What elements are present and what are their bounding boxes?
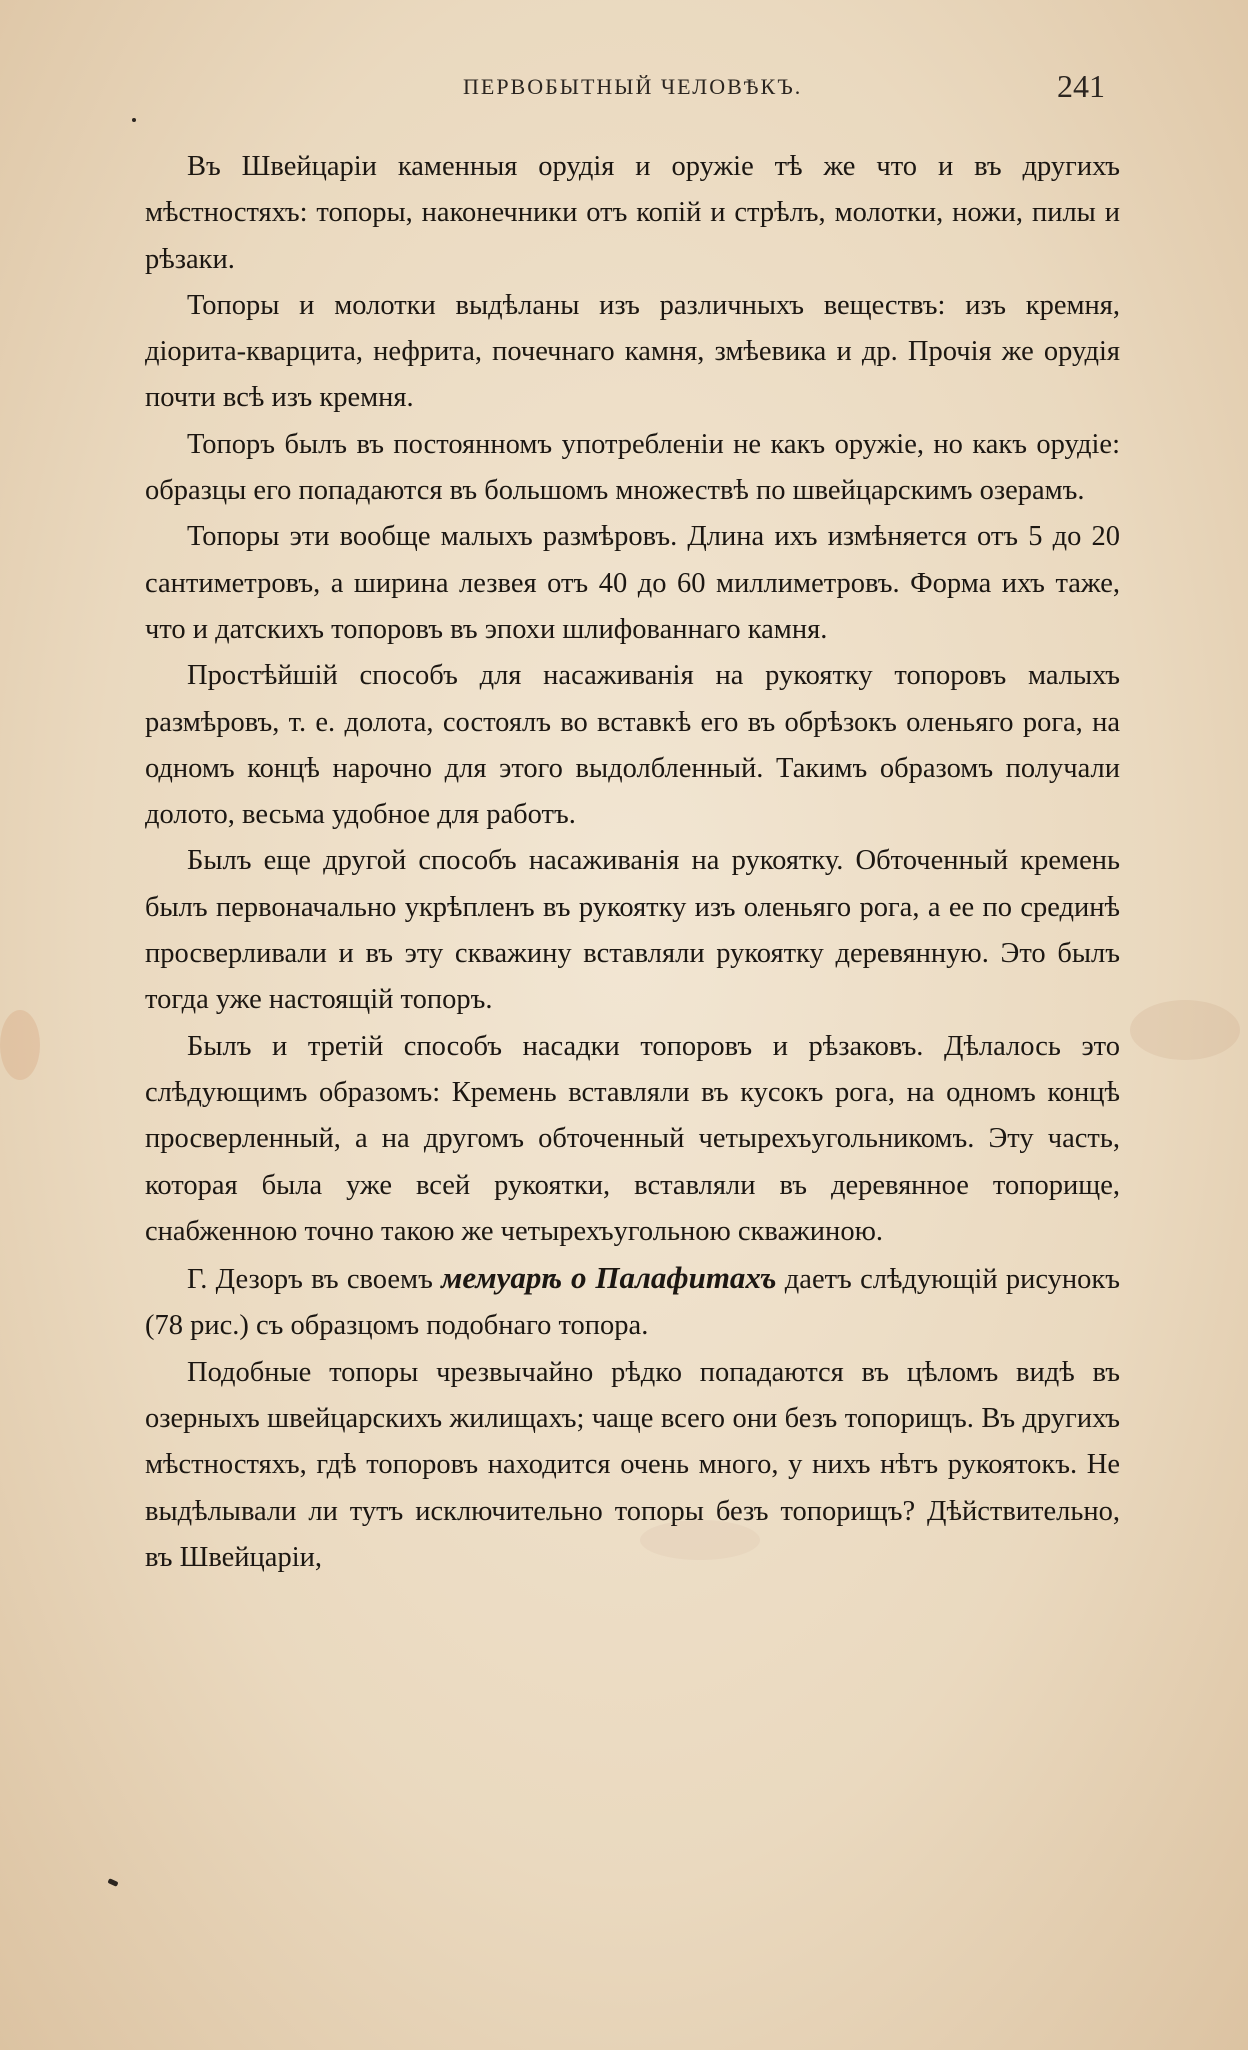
paragraph: Въ Швейцаріи каменныя орудія и оружіе тѣ же что и въ другихъ мѣстностяхъ: топоры, наконечники отъ копій и стрѣлъ, молотки, ножи, пилы и рѣзаки. bbox=[145, 151, 1120, 275]
paragraph: Топоръ былъ въ постоянномъ употребленіи не какъ оружіе, но какъ орудіе: образцы его попадаются въ большомъ множествѣ по швейцарскимъ озерамъ. bbox=[145, 428, 1120, 507]
paper-stain bbox=[1130, 1000, 1240, 1060]
memoir-title: мемуарѣ о Палафитахъ bbox=[441, 1260, 777, 1296]
ink-speck bbox=[107, 1878, 118, 1887]
paragraph: Былъ и третій способъ насадки топоровъ и рѣзаковъ. Дѣлалось это слѣдующимъ образомъ: Кремень вставляли въ кусокъ рога, на одномъ концѣ просверленный, а на другомъ обточенный четырехъугольникомъ. Эту часть, которая была уже всей рукоятки, вставляли въ деревянное топорище, снабженною точно такою же четырехъугольною скважиною. bbox=[145, 1030, 1120, 1247]
ink-speck bbox=[132, 118, 136, 122]
paragraph-text: Г. Дезоръ въ своемъ bbox=[187, 1264, 442, 1296]
body-text bbox=[145, 144, 1120, 1581]
paragraph: Подобные топоры чрезвычайно рѣдко попадаются въ цѣломъ видѣ въ озерныхъ швейцарскихъ жилищахъ; чаще всего они безъ топорищъ. Въ другихъ мѣстностяхъ, гдѣ топоровъ находится очень много, у нихъ нѣтъ рукоятокъ. Не выдѣлывали ли тутъ исключительно топоры безъ топорищъ? Дѣйствительно, въ Швейцаріи, bbox=[145, 1356, 1120, 1573]
paragraph: Простѣйшій способъ для насаживанія на рукоятку топоровъ малыхъ размѣровъ, т. е. долота, состоялъ во вставкѣ его въ обрѣзокъ оленьяго рога, на одномъ концѣ нарочно для этого выдолбленный. Такимъ образомъ получали долото, весьма удобное для работъ. bbox=[145, 660, 1120, 831]
paragraph: Топоры эти вообще малыхъ размѣровъ. Длина ихъ измѣняется отъ 5 до 20 сантиметровъ, а ширина лезвея отъ 40 до 60 миллиметровъ. Форма ихъ таже, что и датскихъ топоровъ въ эпохи шлифованнаго камня. bbox=[145, 521, 1120, 645]
running-title: ПЕРВОБЫТНЫЙ ЧЕЛОВѢКЪ. bbox=[463, 74, 803, 99]
paragraph: Былъ еще другой способъ насаживанія на рукоятку. Обточенный кремень былъ первоначально укрѣпленъ въ рукоятку изъ оленьяго рога, а ее по срединѣ просверливали и въ эту скважину вставляли рукоятку деревянную. Это былъ тогда уже настоящій топоръ. bbox=[145, 845, 1120, 1016]
paragraph-with-title bbox=[145, 1255, 1120, 1350]
paragraph: Топоры и молотки выдѣланы изъ различныхъ веществъ: изъ кремня, діорита-кварцита, нефрита, почечнаго камня, змѣевика и др. Прочія же орудія почти всѣ изъ кремня. bbox=[145, 289, 1120, 414]
page-number: 241 bbox=[1057, 68, 1105, 104]
paper-stain bbox=[0, 1010, 40, 1080]
page-header bbox=[145, 68, 1113, 108]
paragraph-text: даетъ слѣдующій рисунокъ (78 рис.) съ образцомъ подобнаго топора. bbox=[145, 1264, 1121, 1342]
